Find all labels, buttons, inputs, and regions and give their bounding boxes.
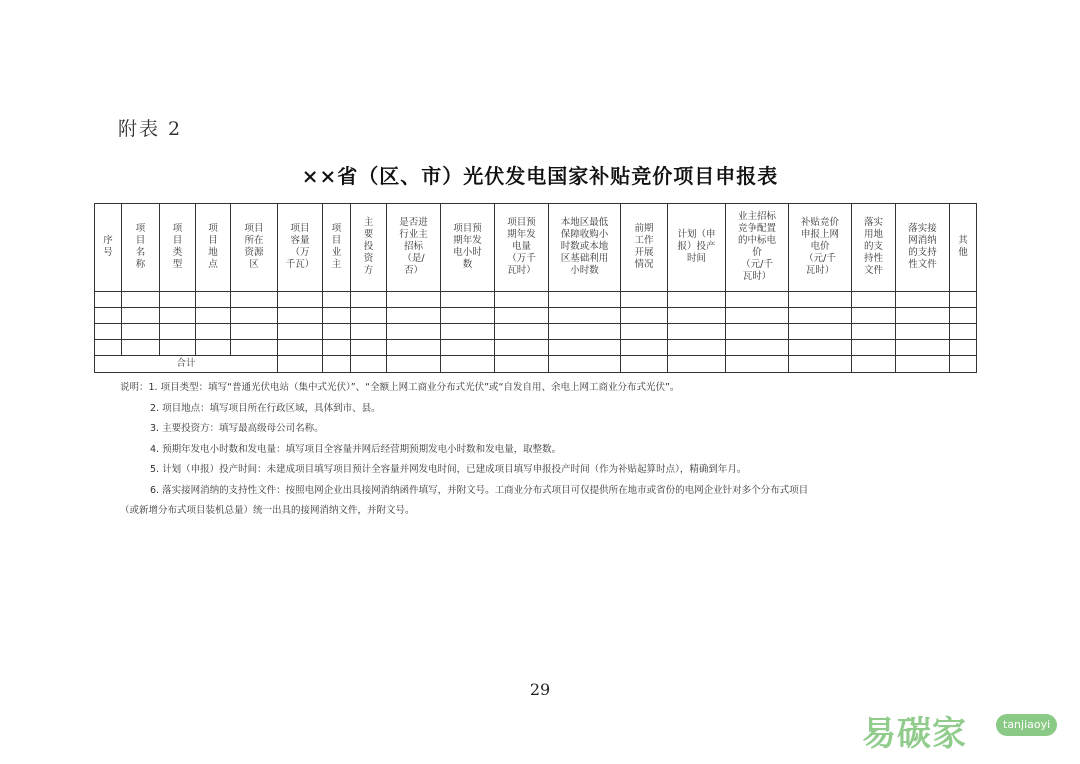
header-cell: 计划（申 报）投产 时间 <box>668 204 726 292</box>
header-cell: 是否进 行业主 招标 （是/ 否） <box>387 204 441 292</box>
header-cell: 项目预 期年发 电量 （万千 瓦时） <box>495 204 549 292</box>
header-cell: 落实接 网消纳 的支持 性文件 <box>896 204 950 292</box>
header-cell: 项目预 期年发 电小时 数 <box>441 204 495 292</box>
watermark-badge: tanjiaoyi <box>996 714 1057 736</box>
note-line: 3. 主要投资方：填写最高级母公司名称。 <box>150 423 324 434</box>
table-row <box>95 307 977 323</box>
form-title: ××省（区、市）光伏发电国家补贴竞价项目申报表 <box>301 164 779 188</box>
note-line: 5. 计划（申报）投产时间：未建成项目填写项目预计全容量并网发电时间，已建成项目填写申报投产时间（作为补贴起算时点），精确到年月。 <box>150 464 747 475</box>
page-number: 29 <box>529 680 551 699</box>
watermark-text: 易碳家 <box>862 714 967 754</box>
total-row <box>95 355 977 372</box>
header-cell: 主 要 投 资 方 <box>351 204 387 292</box>
header-cell: 前期 工作 开展 情况 <box>621 204 668 292</box>
note-line: 6. 落实接网消纳的支持性文件：按照电网企业出具接网消纳函件填写，并附文号。工商业分布式项目可仅提供所在地市或省份的电网企业针对多个分布式项目 <box>150 484 809 496</box>
header-cell: 其 他 <box>950 204 977 292</box>
header-cell: 项 目 类 型 <box>160 204 196 292</box>
header-cell: 项目 容量 （万 千瓦） <box>278 204 323 292</box>
total-label: 合计 <box>95 355 278 372</box>
note-line: 说明：1. 项目类型：填写“普通光伏电站（集中式光伏）”、“全额上网工商业分布式光伏”或“自发自用、余电上网工商业分布式光伏”。 <box>120 382 680 393</box>
watermark-logo <box>862 706 1072 754</box>
header-cell: 项 目 业 主 <box>323 204 351 292</box>
header-cell: 补贴竞价 申报上网 电价 （元/千 瓦时） <box>789 204 852 292</box>
header-row <box>95 204 977 292</box>
header-cell: 序 号 <box>95 204 122 292</box>
note-line: 4. 预期年发电小时数和发电量：填写项目全容量并网后经营期预期发电小时数和发电量，取整数。 <box>150 443 562 455</box>
table-row <box>95 323 977 339</box>
note-line: 2. 项目地点：填写项目所在行政区域，具体到市、县。 <box>150 402 381 414</box>
table-row <box>95 291 977 307</box>
application-table <box>94 203 977 373</box>
header-cell: 落实 用地 的支 持性 文件 <box>852 204 896 292</box>
note-line: （或新增分布式项目装机总量）统一出具的接网消纳文件，并附文号。 <box>120 505 415 516</box>
table-row <box>95 339 977 355</box>
appendix-label: 附表 2 <box>118 118 183 140</box>
notes <box>120 378 980 522</box>
header-cell: 业主招标 竞争配置 的中标电 价 （元/千 瓦时） <box>726 204 789 292</box>
header-cell: 本地区最低 保障收购小 时数或本地 区基础利用 小时数 <box>549 204 621 292</box>
header-cell: 项 目 地 点 <box>196 204 231 292</box>
header-cell: 项 目 名 称 <box>122 204 160 292</box>
header-cell: 项目 所在 资源 区 <box>231 204 278 292</box>
